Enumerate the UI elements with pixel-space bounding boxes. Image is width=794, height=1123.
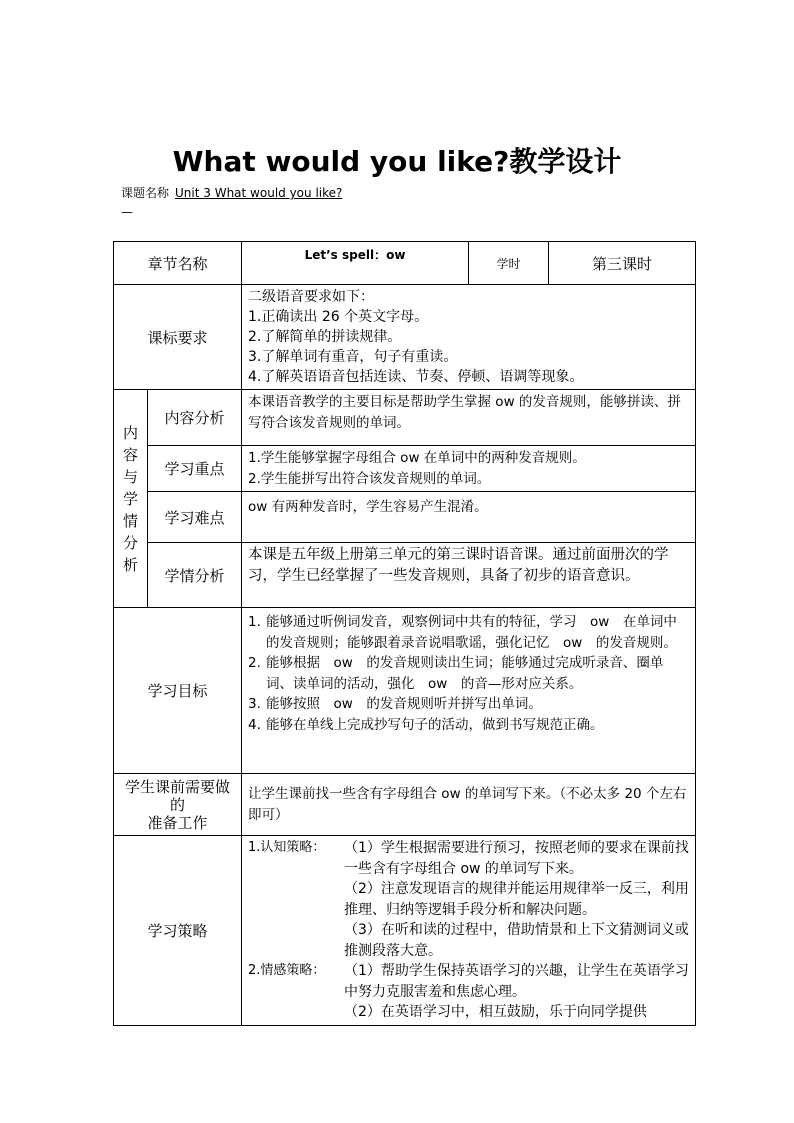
difficulties-label: 学习难点 bbox=[148, 492, 242, 543]
content-analysis-text: 本课语音教学的主要目标是帮助学生掌握 ow 的发音规则，能够拼读、拼写符合该发音规则的单词。 bbox=[242, 390, 696, 446]
lesson-name: Let’s spell：ow bbox=[242, 242, 469, 285]
objective-item: 2. 能够根据 ow 的发音规则读出生词；能够通过完成听录音、圈单词、读单词的活动，强化 ow 的音—形对应关系。 bbox=[248, 655, 664, 692]
key-points-label: 学习重点 bbox=[148, 446, 242, 492]
strategies-label: 学习策略 bbox=[114, 836, 242, 1026]
hours-label: 学时 bbox=[469, 242, 549, 285]
row-difficulties bbox=[114, 492, 696, 543]
difficulties-text: ow 有两种发音时，学生容易产生混淆。 bbox=[242, 492, 696, 543]
objectives-content bbox=[242, 608, 696, 774]
objectives-label: 学习目标 bbox=[114, 608, 242, 774]
standard-line: 4.了解英语语音包括连读、节奏、停顿、语调等现象。 bbox=[248, 369, 584, 385]
objective-item: 1. 能够通过听例词发音，观察例词中共有的特征，学习 ow 在单词中的发音规则；能够跟着录音说唱歌谣，强化记忆 ow 的发音规则。 bbox=[248, 614, 677, 651]
standard-line: 2.了解简单的拼读规律。 bbox=[248, 329, 402, 345]
strategy-line: （3）在听和读的过程中，借助情景和上下文猜测词义或推测段落大意。 bbox=[344, 922, 689, 959]
standard-label: 课标要求 bbox=[114, 285, 242, 390]
group-char: 情 bbox=[122, 511, 138, 530]
learner-analysis-label: 学情分析 bbox=[148, 543, 242, 608]
row-preparation bbox=[114, 774, 696, 836]
lesson-plan-table bbox=[113, 241, 696, 1026]
row-chapter bbox=[114, 242, 696, 285]
strategy-line: （1）学生根据需要进行预习，按照老师的要求在课前找一些含有字母组合 ow 的单词写下来。 bbox=[344, 840, 689, 877]
topic-line bbox=[121, 184, 342, 201]
document-title: What would you like?教学设计 bbox=[172, 145, 622, 178]
strategies-content bbox=[242, 836, 696, 1026]
chapter-label: 章节名称 bbox=[114, 242, 242, 285]
row-content-analysis bbox=[114, 390, 696, 446]
key-points-content bbox=[242, 446, 696, 492]
key-point-line: 2.学生能拼写出符合该发音规则的单词。 bbox=[248, 470, 491, 487]
preparation-label: 学生课前需要做 的 准备工作 bbox=[114, 774, 242, 836]
row-strategies bbox=[114, 836, 696, 1026]
key-point-line: 1.学生能够掌握字母组合 ow 在单词中的两种发音规则。 bbox=[248, 450, 586, 466]
group-label-vertical bbox=[114, 390, 148, 608]
row-learner-analysis bbox=[114, 543, 696, 608]
hours-value: 第三课时 bbox=[549, 242, 696, 285]
standard-line: 二级语音要求如下： bbox=[248, 289, 375, 305]
preparation-text: 让学生课前找一些含有字母组合 ow 的单词写下来。（不必太多 20 个左右即可） bbox=[242, 774, 696, 836]
objective-item: 4. 能够在单线上完成抄写句子的活动，做到书写规范正确。 bbox=[248, 716, 604, 733]
strategy-line: （2）注意发现语言的规律并能运用规律举一反三，利用推理、归纳等逻辑手段分析和解决问题。 bbox=[344, 881, 689, 918]
standard-content bbox=[242, 285, 696, 390]
group-char: 容 bbox=[122, 445, 138, 464]
cognitive-strategy: 1.认知策略： （1）学生根据需要进行预习，按照老师的要求在课前找一些含有字母组合 ow 的单词写下来。 （2）注意发现语言的规律并能运用规律举一反三，利用推理、归纳等逻辑手段分析和解决问题。 （3）在听和读的过程中，借助情景和上下文猜测词义或推测段落大意。 bbox=[248, 838, 689, 961]
group-char: 学 bbox=[122, 489, 138, 508]
group-char: 与 bbox=[122, 467, 138, 486]
strategy-line: （1）帮助学生保持英语学习的兴趣，让学生在英语学习中努力克服害羞和焦虑心理。 bbox=[344, 963, 689, 1000]
topic-dash: — bbox=[121, 205, 133, 219]
group-char: 析 bbox=[122, 555, 138, 574]
strategy-line: （2）在英语学习中，相互鼓励，乐于向同学提供 bbox=[344, 1004, 647, 1020]
topic-label: 课题名称 bbox=[121, 186, 170, 200]
standard-line: 3.了解单词有重音，句子有重读。 bbox=[248, 349, 458, 365]
standard-line: 1.正确读出 26 个英文字母。 bbox=[248, 309, 429, 325]
group-char: 分 bbox=[122, 533, 138, 552]
row-objectives bbox=[114, 608, 696, 774]
content-analysis-label: 内容分析 bbox=[148, 390, 242, 446]
topic-value: Unit 3 What would you like? bbox=[175, 186, 343, 200]
learner-analysis-text: 本课是五年级上册第三单元的第三课时语音课。通过前面册次的学习，学生已经掌握了一些发音规则，具备了初步的语音意识。 bbox=[242, 543, 696, 608]
row-standard bbox=[114, 285, 696, 390]
group-char: 内 bbox=[122, 423, 138, 442]
objective-item: 3. 能够按照 ow 的发音规则听并拼写出单词。 bbox=[248, 696, 542, 712]
row-key-points bbox=[114, 446, 696, 492]
affective-strategy: 2.情感策略： （1）帮助学生保持英语学习的兴趣，让学生在英语学习中努力克服害羞和焦虑心理。 （2）在英语学习中，相互鼓励，乐于向同学提供 bbox=[248, 961, 689, 1023]
